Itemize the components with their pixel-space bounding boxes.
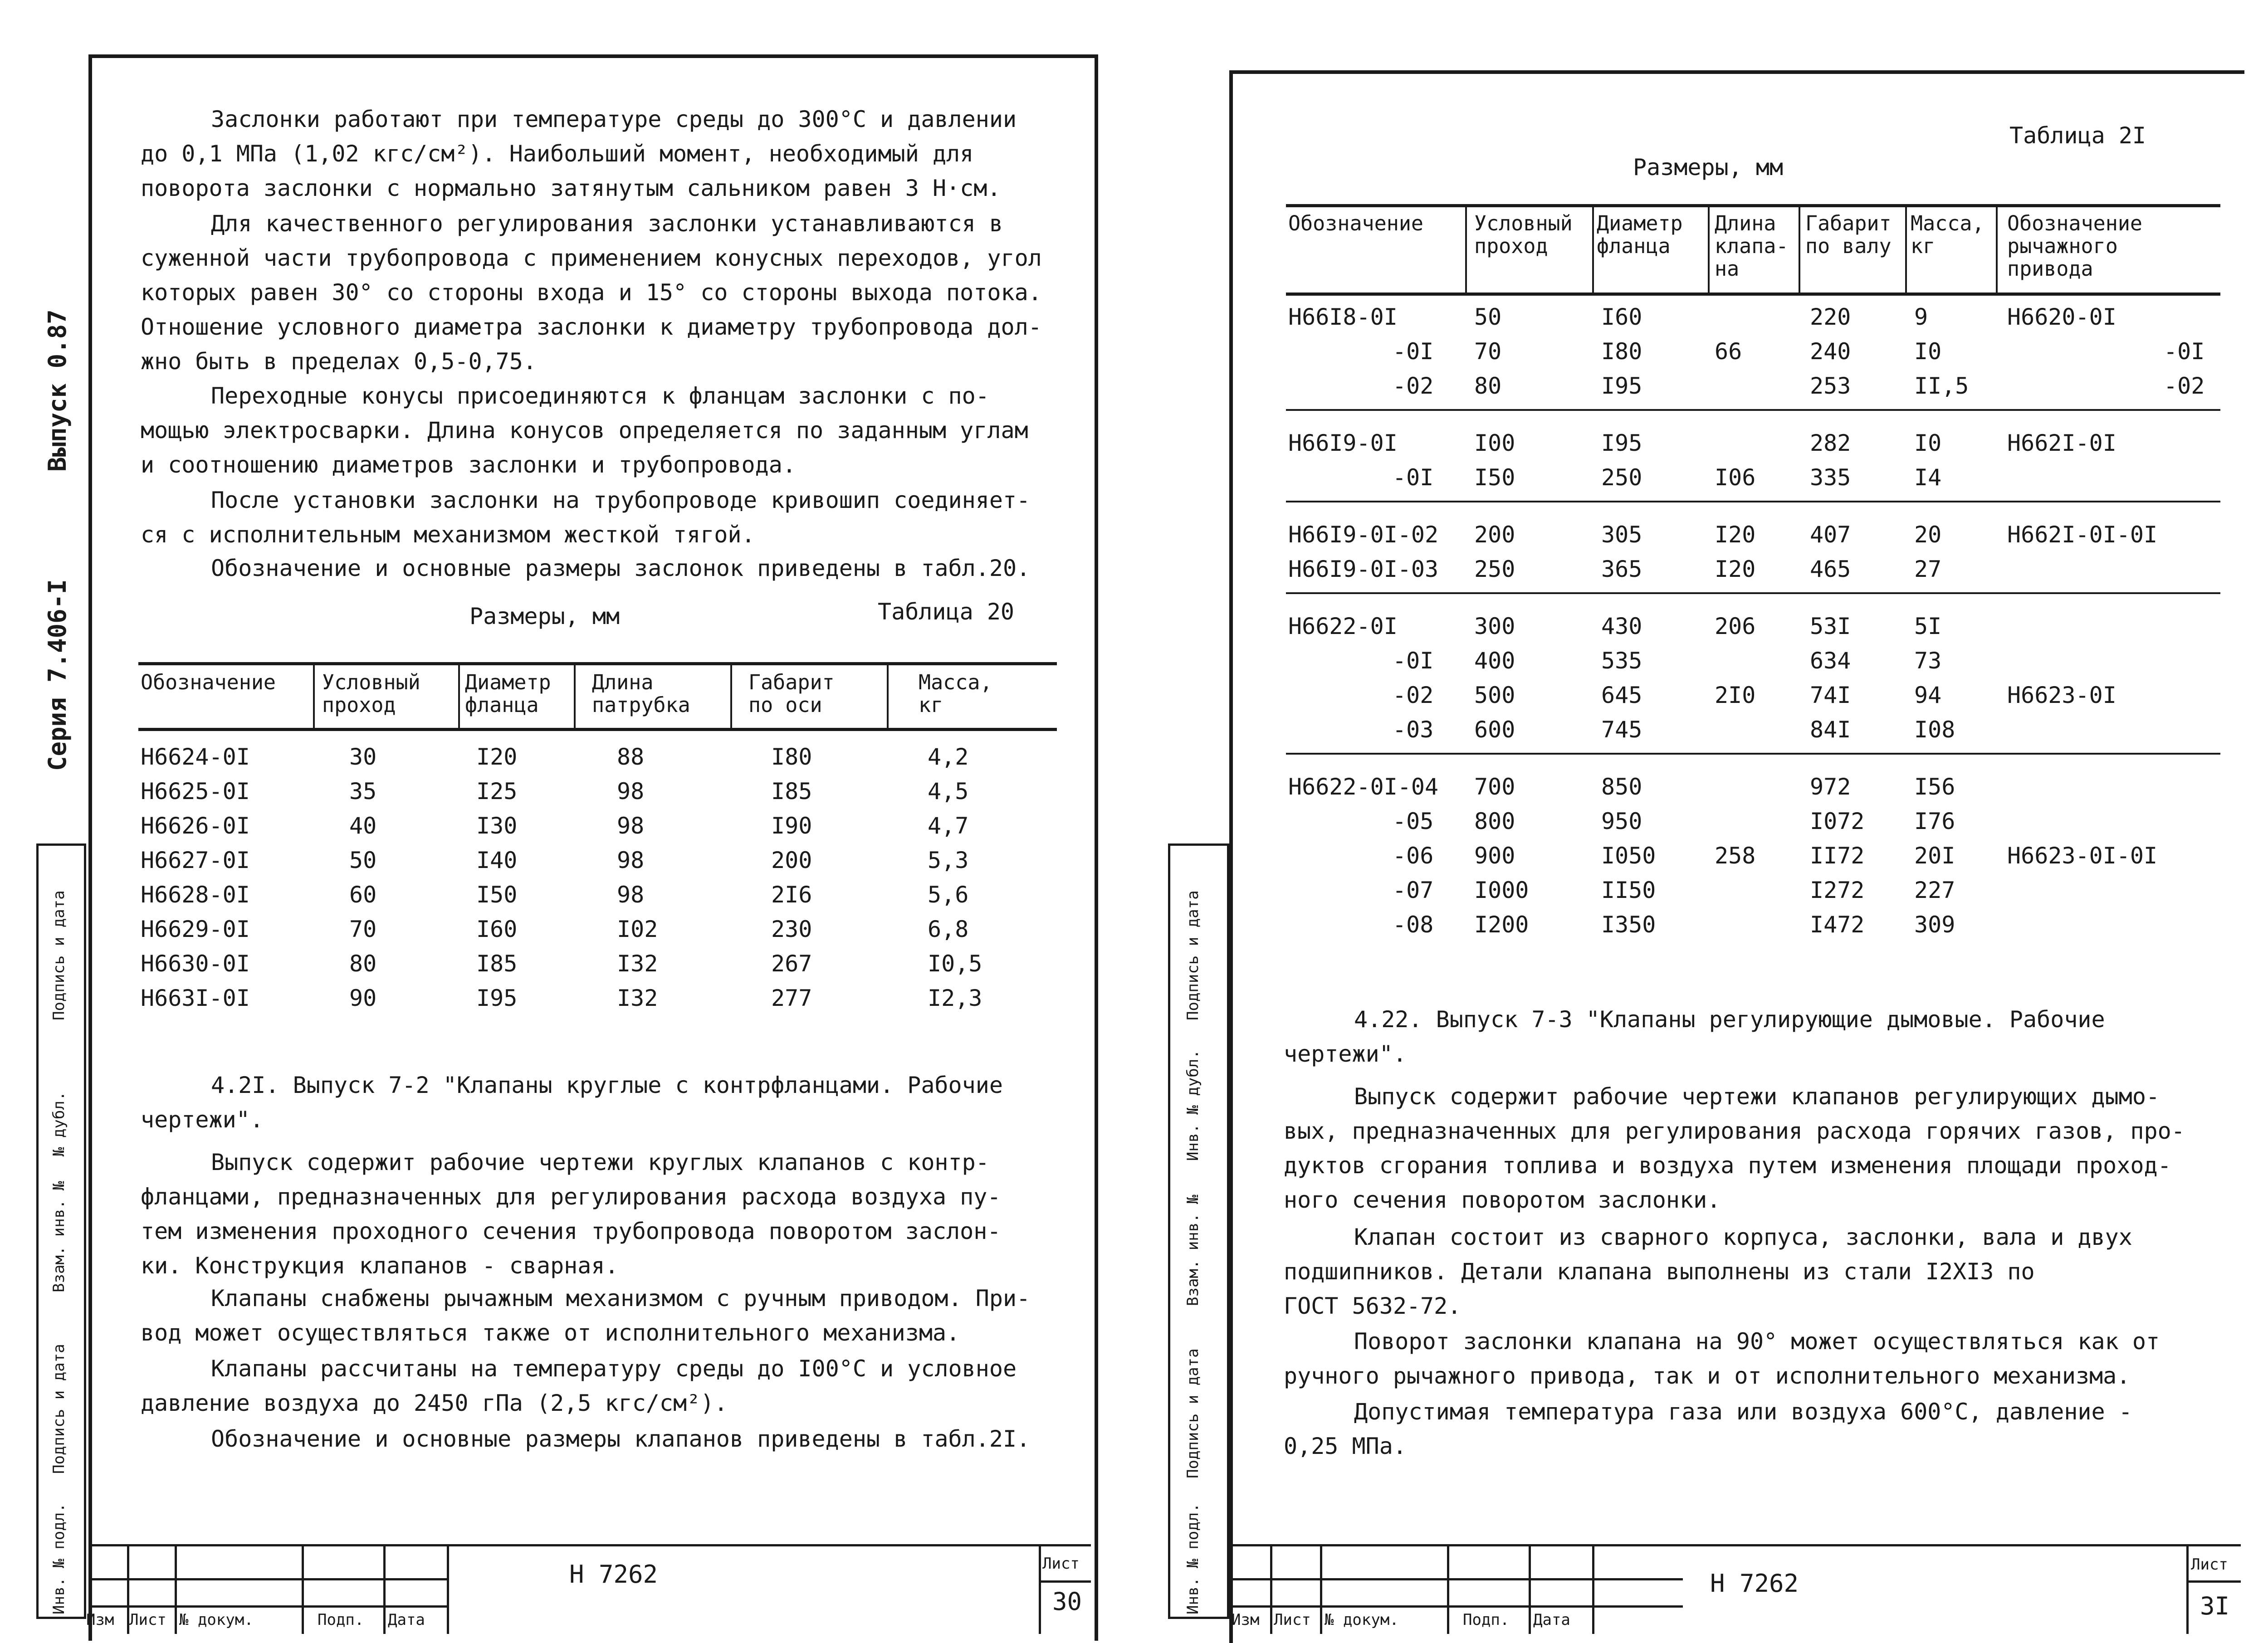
table21-cell-mass: 20 (1914, 522, 1942, 548)
table20-cell-mass: 5,6 (928, 882, 969, 908)
left-side-label-3: Взам. инв. № (50, 1181, 68, 1292)
table20-cell-pipe-length: 98 (617, 813, 645, 839)
section-4-22-paragraph-3: Поворот заслонки клапана на 90° может осуществляться как от ручного рычажного привода, так и от исполнительного механизма. (1284, 1328, 2160, 1389)
table21-cell-lever-drive: Н6623-0I-0I (2007, 843, 2158, 869)
table21-group-rule (1286, 501, 2220, 502)
table20-label: Таблица 20 (878, 599, 1015, 625)
right-side-label-4: Подпись и дата (1184, 1348, 1202, 1478)
table21-cell-mass: 309 (1914, 912, 1955, 938)
table21-header-nominal-bore: Условный проход (1474, 211, 1573, 258)
table20-cell-overall: 277 (771, 985, 812, 1011)
table21-top-rule (1286, 204, 2220, 207)
table21-cell-valve-length: 258 (1715, 843, 1756, 869)
table20-cell-overall: 200 (771, 847, 812, 873)
table21-header-rule (1286, 293, 2220, 296)
table20-cell-pipe-length: 98 (617, 882, 645, 908)
table21-cell-nominal-bore: 800 (1474, 808, 1515, 834)
table21-header-flange-diameter: Диаметр фланца (1597, 211, 1683, 258)
table21-cell-shaft-overall: 53I (1810, 613, 1851, 639)
table20-cell-designation: Н6625-0I (141, 778, 250, 804)
section-4-22-heading: 4.22. Выпуск 7-3 "Клапаны регулирующие дымовые. Рабочие чертежи". (1284, 1006, 2105, 1067)
table21-cell-shaft-overall: 282 (1810, 430, 1851, 456)
table21-cell-designation: Н66I8-0I (1288, 304, 1398, 330)
table21-cell-designation: -0I (1393, 338, 1434, 365)
table21-cell-nominal-bore: 80 (1474, 373, 1502, 399)
table20-header-pipe-length: Длина патрубка (592, 670, 690, 717)
table20-cell-mass: 5,3 (928, 847, 969, 873)
table21-cell-designation: -0I (1393, 464, 1434, 491)
table21-group-rule (1286, 753, 2220, 755)
table21-cell-mass: I08 (1914, 717, 1955, 743)
table21-cell-flange-diameter: I60 (1601, 304, 1642, 330)
table20-cell-flange-diameter: I60 (476, 916, 518, 942)
table21-cell-mass: 5I (1914, 613, 1942, 639)
left-side-label-4: Подпись и дата (50, 1344, 68, 1474)
section-4-21-paragraph-3: Клапаны рассчитаны на температуру среды до I00°С и условное давление воздуха до 2450 гПа (2,5 кгс/см²). (141, 1355, 1017, 1416)
table20-header-mass: Масса, кг (919, 670, 992, 717)
table20-cell-designation: Н6628-0I (141, 882, 250, 908)
table21-cell-nominal-bore: 250 (1474, 556, 1515, 582)
table20-cell-flange-diameter: I95 (476, 985, 518, 1011)
paragraph-1: Заслонки работают при температуре среды до 300°С и давлении до 0,1 МПа (1,02 кгс/см²). Наибольший момент, необходимый для поворота заслонки с нормально затянутым сальником равен 3 Н·см. (141, 106, 1017, 201)
paragraph-4: После установки заслонки на трубопроводе кривошип соединяет- ся с исполнительным механизмом жесткой тягой. (141, 487, 1031, 548)
table21-cell-mass: 94 (1914, 682, 1942, 708)
table20-cell-flange-diameter: I20 (476, 744, 518, 770)
table21-cell-mass: I4 (1914, 464, 1942, 491)
table21-cell-flange-diameter: 430 (1601, 613, 1642, 639)
table20-cell-nominal-bore: 90 (349, 985, 377, 1011)
table21-cell-nominal-bore: I000 (1474, 877, 1529, 903)
table21-cell-valve-length: I06 (1715, 464, 1756, 491)
table20-header-designation: Обозначение (141, 670, 276, 694)
table21-cell-shaft-overall: 74I (1810, 682, 1851, 708)
table21-cell-mass: I76 (1914, 808, 1955, 834)
table21-cell-mass: I56 (1914, 774, 1955, 800)
table21-cell-mass: 73 (1914, 648, 1942, 674)
table20-cell-mass: I2,3 (928, 985, 982, 1011)
table21-cell-flange-diameter: 950 (1601, 808, 1642, 834)
table21-cell-nominal-bore: I200 (1474, 912, 1529, 938)
table21-cell-designation: Н6622-0I (1288, 613, 1398, 639)
left-stamp-col-doc: № докум. (179, 1611, 254, 1629)
table20-header-rule (138, 728, 1057, 731)
table20-cell-mass: 6,8 (928, 916, 969, 942)
table21-cell-flange-diameter: 535 (1601, 648, 1642, 674)
right-stamp-col-change: Изм (1232, 1611, 1260, 1629)
paragraph-5: Обозначение и основные размеры заслонок приведены в табл.20. (211, 555, 1031, 581)
table21-header-designation: Обозначение (1288, 211, 1424, 235)
table21-cell-shaft-overall: 220 (1810, 304, 1851, 330)
right-stamp-col-sheet: Лист (1274, 1611, 1311, 1629)
table20-cell-overall: I85 (771, 778, 812, 804)
table21-cell-designation: -08 (1393, 912, 1434, 938)
table21-cell-shaft-overall: 465 (1810, 556, 1851, 582)
issue-label: Выпуск 0.87 (43, 309, 72, 472)
table21-cell-shaft-overall: II72 (1810, 843, 1865, 869)
table20-cell-overall: I90 (771, 813, 812, 839)
table21-cell-shaft-overall: 253 (1810, 373, 1851, 399)
table20-cell-overall: 267 (771, 951, 812, 977)
section-4-22-paragraph-2: Клапан состоит из сварного корпуса, заслонки, вала и двух подшипников. Детали клапана выполнены из стали I2ХI3 по ГОСТ 5632-72. (1284, 1224, 2132, 1319)
table21-header-lever-drive: Обозначение рычажного привода (2007, 211, 2143, 281)
table21-cell-mass: 9 (1914, 304, 1928, 330)
table20-cell-designation: Н6626-0I (141, 813, 250, 839)
table21-cell-lever-drive: Н6620-0I (2007, 304, 2116, 330)
right-side-label-5: Инв. № подл. (1184, 1503, 1202, 1614)
section-4-21-paragraph-1: Выпуск содержит рабочие чертежи круглых клапанов с контр- фланцами, предназначенных для регулирования расхода воздуха пу- тем изменения проходного сечения трубопровода поворотом заслон- ки. Конструкция клапанов - сварная. (141, 1149, 1001, 1279)
table20-cell-nominal-bore: 30 (349, 744, 377, 770)
table21-cell-nominal-bore: 70 (1474, 338, 1502, 365)
table21-cell-designation: -02 (1393, 682, 1434, 708)
table21-cell-flange-diameter: I350 (1601, 912, 1656, 938)
table20-cell-flange-diameter: I30 (476, 813, 518, 839)
series-label: Серия 7.406-I (43, 579, 72, 771)
table21-cell-shaft-overall: 240 (1810, 338, 1851, 365)
section-4-21-heading: 4.2I. Выпуск 7-2 "Клапаны круглые с контрфланцами. Рабочие чертежи". (141, 1072, 1003, 1133)
table21-cell-nominal-bore: I00 (1474, 430, 1515, 456)
table20-header-nominal-bore: Условный проход (322, 670, 420, 717)
right-sheet-label: Лист (2191, 1555, 2228, 1574)
table21-cell-lever-drive: Н662I-0I (2007, 430, 2116, 456)
table21-cell-mass: I0 (1914, 430, 1942, 456)
right-side-label-3: Взам. инв. № (1184, 1194, 1202, 1306)
table21-header-valve-length: Длина клапа- на (1715, 211, 1789, 281)
table20-cell-pipe-length: I32 (617, 951, 658, 977)
table20-cell-nominal-bore: 50 (349, 847, 377, 873)
table21-cell-mass: 227 (1914, 877, 1955, 903)
table21-group-rule (1286, 592, 2220, 594)
table21-cell-lever-drive: -02 (2164, 373, 2205, 399)
table20-units: Размеры, мм (469, 603, 620, 629)
table20-cell-pipe-length: 98 (617, 778, 645, 804)
table21-cell-flange-diameter: II50 (1601, 877, 1656, 903)
table21-cell-designation: Н66I9-0I-03 (1288, 556, 1439, 582)
table20-cell-flange-diameter: I85 (476, 951, 518, 977)
right-document-code: Н 7262 (1710, 1569, 1799, 1598)
left-stamp-col-sheet: Лист (129, 1611, 166, 1629)
table21-cell-nominal-bore: 500 (1474, 682, 1515, 708)
table20-cell-pipe-length: I02 (617, 916, 658, 942)
table21-header-shaft-overall: Габарит по валу (1805, 211, 1892, 258)
table21-cell-shaft-overall: 972 (1810, 774, 1851, 800)
table21-cell-mass: II,5 (1914, 373, 1969, 399)
table21-cell-shaft-overall: 335 (1810, 464, 1851, 491)
table21-cell-shaft-overall: I472 (1810, 912, 1865, 938)
table20-cell-pipe-length: I32 (617, 985, 658, 1011)
table20-cell-overall: 230 (771, 916, 812, 942)
table21-cell-nominal-bore: I50 (1474, 464, 1515, 491)
table21-cell-mass: 27 (1914, 556, 1942, 582)
table21-cell-nominal-bore: 900 (1474, 843, 1515, 869)
table21-units: Размеры, мм (1633, 154, 1784, 180)
table21-cell-nominal-bore: 50 (1474, 304, 1502, 330)
table20-cell-designation: Н663I-0I (141, 985, 250, 1011)
table20-cell-mass: I0,5 (928, 951, 982, 977)
table21-cell-nominal-bore: 700 (1474, 774, 1515, 800)
table20-cell-pipe-length: 88 (617, 744, 645, 770)
table21-cell-flange-diameter: 645 (1601, 682, 1642, 708)
table21-header-mass: Масса, кг (1911, 211, 1984, 258)
table20-header-flange-diameter: Диаметр фланца (465, 670, 551, 717)
table21-cell-flange-diameter: I80 (1601, 338, 1642, 365)
table20-cell-flange-diameter: I25 (476, 778, 518, 804)
right-side-label-1: Подпись и дата (1184, 890, 1202, 1020)
section-4-21-paragraph-2: Клапаны снабжены рычажным механизмом с ручным приводом. При- вод может осуществляться также от исполнительного механизма. (141, 1285, 1031, 1346)
table20-cell-nominal-bore: 60 (349, 882, 377, 908)
table21-cell-flange-diameter: 850 (1601, 774, 1642, 800)
table21-cell-shaft-overall: I272 (1810, 877, 1865, 903)
table21-cell-flange-diameter: I95 (1601, 430, 1642, 456)
table21-cell-valve-length: 206 (1715, 613, 1756, 639)
table21-label: Таблица 2I (2009, 122, 2146, 149)
table21-cell-shaft-overall: 84I (1810, 717, 1851, 743)
table20-cell-pipe-length: 98 (617, 847, 645, 873)
table21-cell-nominal-bore: 600 (1474, 717, 1515, 743)
left-document-code: Н 7262 (569, 1560, 658, 1589)
table20-cell-designation: Н6630-0I (141, 951, 250, 977)
table21-cell-mass: I0 (1914, 338, 1942, 365)
table20-cell-designation: Н6627-0I (141, 847, 250, 873)
table21-cell-flange-diameter: 365 (1601, 556, 1642, 582)
table21-cell-designation: Н66I9-0I-02 (1288, 522, 1439, 548)
table20-cell-nominal-bore: 35 (349, 778, 377, 804)
table21-cell-designation: -02 (1393, 373, 1434, 399)
left-sheet-number: 30 (1052, 1587, 1082, 1616)
table21-cell-flange-diameter: 305 (1601, 522, 1642, 548)
table20-cell-nominal-bore: 70 (349, 916, 377, 942)
table21-cell-shaft-overall: 407 (1810, 522, 1851, 548)
table21-cell-lever-drive: Н662I-0I-0I (2007, 522, 2158, 548)
left-stamp-col-date: Дата (388, 1611, 425, 1629)
table20-cell-flange-diameter: I40 (476, 847, 518, 873)
right-stamp-col-sign: Подп. (1463, 1611, 1510, 1629)
left-side-label-1: Подпись и дата (50, 890, 68, 1020)
table21-cell-nominal-bore: 200 (1474, 522, 1515, 548)
table20-cell-nominal-bore: 80 (349, 951, 377, 977)
table20-cell-overall: 2I6 (771, 882, 812, 908)
table21-cell-designation: -0I (1393, 648, 1434, 674)
right-page (1129, 0, 2268, 1634)
left-stamp-col-sign: Подп. (318, 1611, 364, 1629)
table21-cell-designation: Н6622-0I-04 (1288, 774, 1439, 800)
table21-cell-nominal-bore: 400 (1474, 648, 1515, 674)
right-stamp-col-date: Дата (1533, 1611, 1570, 1629)
table21-cell-mass: 20I (1914, 843, 1955, 869)
paragraph-3: Переходные конусы присоединяются к фланцам заслонки с по- мощью электросварки. Длина конусов определяется по заданным углам и соотношению диаметров заслонки и трубопровода. (141, 383, 1028, 478)
table21-cell-designation: -03 (1393, 717, 1434, 743)
table21-cell-shaft-overall: 634 (1810, 648, 1851, 674)
section-4-22-paragraph-4: Допустимая температура газа или воздуха 600°С, давление - 0,25 МПа. (1284, 1399, 2132, 1459)
table21-cell-designation: -05 (1393, 808, 1434, 834)
table21-cell-shaft-overall: I072 (1810, 808, 1865, 834)
section-4-22-paragraph-1: Выпуск содержит рабочие чертежи клапанов регулирующих дымо- вых, предназначенных для регулирования расхода горячих газов, про- дуктов сгорания топлива и воздуха путем изменения площади проход- ного сечения поворотом заслонки. (1284, 1083, 2185, 1213)
table21-cell-valve-length: I20 (1715, 522, 1756, 548)
table21-cell-flange-diameter: 745 (1601, 717, 1642, 743)
left-side-label-5: Инв. № подл. (50, 1503, 68, 1614)
table21-group-rule (1286, 409, 2220, 411)
table21-cell-valve-length: 2I0 (1715, 682, 1756, 708)
left-stamp-col-change: Изм (86, 1611, 114, 1629)
right-sheet-number: 3I (2200, 1592, 2230, 1620)
table21-cell-flange-diameter: 250 (1601, 464, 1642, 491)
table20-top-rule (138, 662, 1057, 665)
table20-cell-designation: Н6624-0I (141, 744, 250, 770)
table21-cell-valve-length: I20 (1715, 556, 1756, 582)
left-page (0, 0, 1129, 1634)
table21-cell-lever-drive: -0I (2164, 338, 2205, 365)
table20-cell-mass: 4,2 (928, 744, 969, 770)
section-4-21-paragraph-4: Обозначение и основные размеры клапанов приведены в табл.2I. (211, 1426, 1031, 1452)
table21-cell-nominal-bore: 300 (1474, 613, 1515, 639)
right-side-label-2: Инв. № дубл. (1184, 1049, 1202, 1161)
table20-header-overall: Габарит по оси (748, 670, 835, 717)
table21-cell-designation: -07 (1393, 877, 1434, 903)
table21-cell-lever-drive: Н6623-0I (2007, 682, 2116, 708)
table21-cell-designation: -06 (1393, 843, 1434, 869)
table21-cell-designation: Н66I9-0I (1288, 430, 1398, 456)
table20-cell-flange-diameter: I50 (476, 882, 518, 908)
left-side-label-2: № дубл. (50, 1091, 68, 1156)
paragraph-2: Для качественного регулирования заслонки устанавливаются в суженной части трубопровода с применением конусных переходов, угол которых равен 30° со стороны входа и 15° со стороны выхода потока. Отношение условного диаметра заслонки к диаметру трубопровода дол- жно быть в пределах 0,5-0,75. (141, 210, 1042, 375)
table20-cell-mass: 4,7 (928, 813, 969, 839)
table20-cell-overall: I80 (771, 744, 812, 770)
table20-cell-designation: Н6629-0I (141, 916, 250, 942)
table20-cell-nominal-bore: 40 (349, 813, 377, 839)
table21-cell-valve-length: 66 (1715, 338, 1742, 365)
right-stamp-col-doc: № докум. (1325, 1611, 1399, 1629)
table21-cell-flange-diameter: I95 (1601, 373, 1642, 399)
left-sheet-label: Лист (1042, 1555, 1080, 1573)
table20-cell-mass: 4,5 (928, 778, 969, 804)
table21-cell-flange-diameter: I050 (1601, 843, 1656, 869)
